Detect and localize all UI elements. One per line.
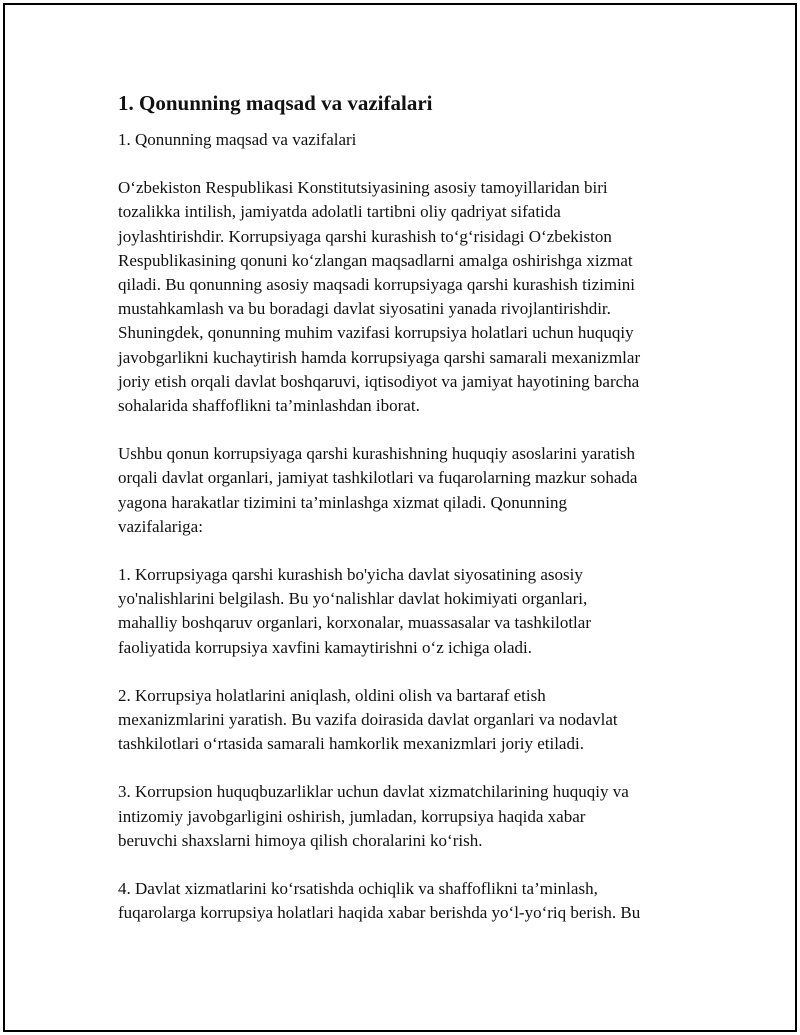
text-line: mustahkamlash va bu boradagi davlat siyosatini yanada rivojlantirishdir. [118, 299, 611, 319]
text-line: fuqarolarga korrupsiya holatlari haqida xabar berishda yo‘l-yo‘riq berish. Bu [118, 903, 641, 923]
text-line: joriy etish orqali davlat boshqaruvi, iqtisodiyot va jamiyat hayotining barcha [118, 371, 640, 391]
text-line: mexanizmlarini yaratish. Bu vazifa doirasida davlat organlari va nodavlat [118, 710, 618, 730]
paragraph-purpose [118, 442, 688, 539]
text-line: orqali davlat organlari, jamiyat tashkilotlari va fuqarolarning mazkur sohada [118, 468, 638, 488]
text-line: Respublikasining qonuni ko‘zlangan maqsadlarni amalga oshirishga xizmat [118, 250, 633, 270]
text-line: yo'nalishlarini belgilash. Bu yo‘nalishlar davlat hokimiyati organlari, [118, 589, 588, 609]
text-line: joylashtirishdir. Korrupsiyaga qarshi kurashish to‘g‘risidagi O‘zbekiston [118, 226, 612, 246]
list-item-3 [118, 780, 688, 853]
text-line: Ushbu qonun korrupsiyaga qarshi kurashishning huquqiy asoslarini yaratish [118, 444, 636, 464]
text-line: sohalarida shaffoflikni ta’minlashdan iborat. [118, 396, 420, 416]
text-line: 1. Qonunning maqsad va vazifalari [118, 130, 357, 149]
text-line: O‘zbekiston Respublikasi Konstitutsiyasining asosiy tamoyillaridan biri [118, 178, 608, 198]
list-item-4 [118, 877, 688, 925]
text-line: Shuningdek, qonunning muhim vazifasi korrupsiya holatlari uchun huquqiy [118, 323, 634, 343]
text-line: qiladi. Bu qonunning asosiy maqsadi korrupsiyaga qarshi kurashish tizimini [118, 275, 636, 295]
text-line: javobgarlikni kuchaytirish hamda korrupsiyaga qarshi samarali mexanizmlar [118, 347, 641, 367]
text-line: 4. Davlat xizmatlarini ko‘rsatishda ochiqlik va shaffoflikni ta’minlash, [118, 879, 598, 899]
text-line: tashkilotlari o‘rtasida samarali hamkorlik mexanizmlari joriy etiladi. [118, 734, 584, 754]
list-item-2 [118, 684, 688, 757]
text-line: faoliyatida korrupsiya xavfini kamaytirishni o‘z ichiga oladi. [118, 637, 533, 657]
text-line: yagona harakatlar tizimini ta’minlashga xizmat qiladi. Qonunning [118, 492, 567, 512]
text-line: beruvchi shaxslarni himoya qilish choralarini ko‘rish. [118, 830, 483, 850]
text-line: intizomiy javobgarligini oshirish, jumladan, korrupsiya haqida xabar [118, 806, 586, 826]
document-body [118, 90, 688, 949]
text-line: 2. Korrupsiya holatlarini aniqlash, oldini olish va bartaraf etish [118, 685, 546, 705]
text-line: tozalikka intilish, jamiyatda adolatli tartibni oliy qadriyat sifatida [118, 202, 561, 222]
list-item-1 [118, 563, 688, 660]
paragraph-subtitle [118, 128, 688, 152]
text-line: 3. Korrupsion huquqbuzarliklar uchun davlat xizmatchilarining huquqiy va [118, 782, 629, 802]
document-heading: 1. Qonunning maqsad va vazifalari [118, 91, 433, 115]
text-line: mahalliy boshqaruv organlari, korxonalar, muassasalar va tashkilotlar [118, 613, 591, 633]
text-line: vazifalariga: [118, 516, 203, 536]
text-line: 1. Korrupsiyaga qarshi kurashish bo'yicha davlat siyosatining asosiy [118, 565, 583, 585]
paragraph-intro [118, 176, 688, 418]
